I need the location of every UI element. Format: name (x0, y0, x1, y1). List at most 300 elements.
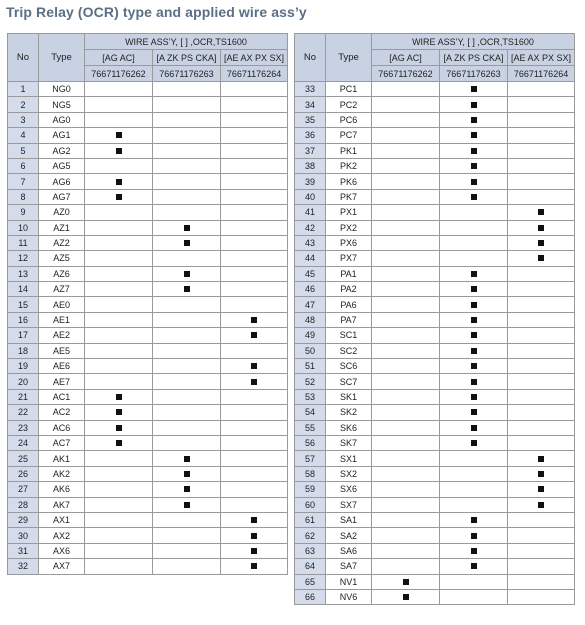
applied-marker-icon (471, 363, 477, 369)
wire-assy-cell (221, 528, 288, 543)
wire-assy-cell (508, 158, 575, 173)
wire-assy-cell (372, 220, 440, 235)
applied-marker-icon (184, 471, 190, 477)
wire-assy-cell (221, 251, 288, 266)
wire-assy-cell (508, 97, 575, 112)
relay-type: AZ2 (39, 235, 85, 250)
wire-assy-cell (221, 97, 288, 112)
relay-type: AX6 (39, 543, 85, 558)
relay-type: AE5 (39, 343, 85, 358)
wire-assy-cell (85, 420, 153, 435)
wire-assy-cell (153, 343, 221, 358)
table-row (8, 420, 288, 435)
wire-assy-cell (440, 405, 508, 420)
applied-marker-icon (251, 533, 257, 539)
wire-assy-cell (440, 574, 508, 589)
row-number: 35 (295, 112, 326, 127)
relay-type: AZ7 (39, 282, 85, 297)
row-number: 45 (295, 266, 326, 281)
table-row (295, 189, 575, 204)
wire-assy-cell (153, 512, 221, 527)
row-number: 37 (295, 143, 326, 158)
wire-assy-cell (508, 112, 575, 127)
relay-type: AE1 (39, 312, 85, 327)
wire-assy-cell (85, 189, 153, 204)
table-row (295, 451, 575, 466)
wire-assy-cell (85, 266, 153, 281)
wire-assy-cell (440, 143, 508, 158)
wire-assy-cell (221, 282, 288, 297)
wire-assy-cell (85, 205, 153, 220)
table-row (295, 205, 575, 220)
row-number: 24 (8, 435, 39, 450)
row-number: 20 (8, 374, 39, 389)
applied-marker-icon (538, 502, 544, 508)
wire-assy-cell (372, 435, 440, 450)
wire-assy-cell (440, 174, 508, 189)
applied-marker-icon (471, 548, 477, 554)
relay-type: SC7 (326, 374, 372, 389)
row-number: 52 (295, 374, 326, 389)
wire-assy-cell (508, 405, 575, 420)
wire-assy-cell (440, 420, 508, 435)
wire-assy-cell (85, 497, 153, 512)
row-number: 36 (295, 128, 326, 143)
wire-assy-cell (508, 574, 575, 589)
table-row (295, 543, 575, 558)
wire-assy-cell (153, 312, 221, 327)
wire-assy-cell (440, 451, 508, 466)
table-row (295, 559, 575, 574)
wire-assy-cell (372, 482, 440, 497)
table-row (8, 405, 288, 420)
wire-assy-cell (440, 589, 508, 604)
relay-type: SK2 (326, 405, 372, 420)
relay-type: AE6 (39, 359, 85, 374)
header-type: Type (39, 34, 85, 82)
relay-type: AK6 (39, 482, 85, 497)
applied-marker-icon (471, 379, 477, 385)
relay-type: PA7 (326, 312, 372, 327)
row-number: 60 (295, 497, 326, 512)
relay-type: NV6 (326, 589, 372, 604)
table-row (295, 235, 575, 250)
wire-assy-cell (85, 528, 153, 543)
wire-assy-cell (153, 435, 221, 450)
row-number: 25 (8, 451, 39, 466)
wire-assy-cell (508, 420, 575, 435)
wire-assy-cell (372, 574, 440, 589)
table-row (8, 512, 288, 527)
table-row (8, 189, 288, 204)
header-code-2: 76671176263 (153, 66, 221, 82)
wire-assy-cell (221, 405, 288, 420)
wire-assy-cell (85, 112, 153, 127)
table-row (295, 528, 575, 543)
wire-assy-cell (508, 359, 575, 374)
wire-assy-cell (153, 405, 221, 420)
header-col-ag-ac: [AG AC] (85, 50, 153, 66)
row-number: 9 (8, 205, 39, 220)
wire-assy-cell (440, 343, 508, 358)
table-row (295, 158, 575, 173)
wire-assy-cell (221, 543, 288, 558)
header-wire-assy-group: WIRE ASS’Y, [ ] ,OCR,TS1600 (372, 34, 575, 50)
row-number: 15 (8, 297, 39, 312)
wire-assy-cell (153, 497, 221, 512)
wire-assy-cell (440, 528, 508, 543)
applied-marker-icon (538, 471, 544, 477)
table-row (295, 297, 575, 312)
relay-type: AG2 (39, 143, 85, 158)
relay-type: PX6 (326, 235, 372, 250)
relay-type: SC1 (326, 328, 372, 343)
wire-assy-cell (372, 589, 440, 604)
header-code-3: 76671176264 (508, 66, 575, 82)
applied-marker-icon (538, 209, 544, 215)
relay-type: AC2 (39, 405, 85, 420)
row-number: 26 (8, 466, 39, 481)
header-type: Type (326, 34, 372, 82)
applied-marker-icon (471, 148, 477, 154)
table-row (8, 220, 288, 235)
page-title: Trip Relay (OCR) type and applied wire ass’y (6, 4, 307, 20)
wire-assy-cell (85, 482, 153, 497)
wire-assy-cell (440, 189, 508, 204)
table-row (8, 235, 288, 250)
applied-marker-icon (471, 317, 477, 323)
applied-marker-icon (471, 517, 477, 523)
wire-assy-cell (440, 543, 508, 558)
wire-assy-cell (440, 97, 508, 112)
wire-assy-cell (372, 389, 440, 404)
wire-assy-cell (372, 82, 440, 97)
table-row (8, 528, 288, 543)
applied-marker-icon (471, 102, 477, 108)
row-number: 10 (8, 220, 39, 235)
wire-assy-cell (508, 389, 575, 404)
applied-marker-icon (184, 240, 190, 246)
relay-type: AK2 (39, 466, 85, 481)
wire-assy-cell (85, 405, 153, 420)
row-number: 44 (295, 251, 326, 266)
wire-assy-cell (508, 528, 575, 543)
wire-assy-cell (221, 435, 288, 450)
row-number: 65 (295, 574, 326, 589)
applied-marker-icon (471, 425, 477, 431)
relay-type: SK7 (326, 435, 372, 450)
row-number: 21 (8, 389, 39, 404)
row-number: 14 (8, 282, 39, 297)
relay-type: PC2 (326, 97, 372, 112)
row-number: 8 (8, 189, 39, 204)
applied-marker-icon (538, 456, 544, 462)
wire-assy-cell (372, 205, 440, 220)
applied-marker-icon (471, 302, 477, 308)
table-row (8, 128, 288, 143)
row-number: 49 (295, 328, 326, 343)
wire-assy-cell (221, 559, 288, 574)
wire-assy-cell (221, 158, 288, 173)
table-row (8, 205, 288, 220)
wire-assy-cell (221, 482, 288, 497)
wire-assy-cell (85, 128, 153, 143)
wire-assy-cell (153, 559, 221, 574)
wire-assy-cell (508, 312, 575, 327)
wire-assy-cell (221, 297, 288, 312)
row-number: 29 (8, 512, 39, 527)
applied-marker-icon (471, 332, 477, 338)
row-number: 5 (8, 143, 39, 158)
header-no: No (8, 34, 39, 82)
wire-assy-cell (85, 328, 153, 343)
wire-assy-cell (153, 389, 221, 404)
applied-marker-icon (251, 317, 257, 323)
relay-type: SC2 (326, 343, 372, 358)
wire-assy-cell (153, 112, 221, 127)
wire-assy-cell (221, 497, 288, 512)
relay-type: NG5 (39, 97, 85, 112)
wire-assy-cell (85, 559, 153, 574)
wire-assy-cell (372, 158, 440, 173)
relay-type: PX7 (326, 251, 372, 266)
row-number: 56 (295, 435, 326, 450)
table-row (295, 374, 575, 389)
row-number: 17 (8, 328, 39, 343)
row-number: 53 (295, 389, 326, 404)
row-number: 48 (295, 312, 326, 327)
relay-type: AG6 (39, 174, 85, 189)
header-col-ae-ax-px-sx: [AE AX PX SX] (221, 50, 288, 66)
wire-assy-cell (153, 205, 221, 220)
row-number: 46 (295, 282, 326, 297)
relay-type: NV1 (326, 574, 372, 589)
relay-type: SX2 (326, 466, 372, 481)
row-number: 66 (295, 589, 326, 604)
wire-assy-cell (221, 112, 288, 127)
row-number: 38 (295, 158, 326, 173)
relay-type: SA6 (326, 543, 372, 558)
row-number: 47 (295, 297, 326, 312)
applied-marker-icon (403, 594, 409, 600)
row-number: 50 (295, 343, 326, 358)
wire-assy-cell (85, 343, 153, 358)
table-row (8, 451, 288, 466)
wire-assy-cell (372, 128, 440, 143)
relay-type: SA7 (326, 559, 372, 574)
row-number: 41 (295, 205, 326, 220)
wire-assy-cell (440, 466, 508, 481)
applied-marker-icon (116, 425, 122, 431)
table-row (295, 512, 575, 527)
applied-marker-icon (116, 148, 122, 154)
applied-marker-icon (471, 348, 477, 354)
wire-assy-cell (153, 466, 221, 481)
relay-type: SX6 (326, 482, 372, 497)
wire-assy-cell (440, 374, 508, 389)
applied-marker-icon (184, 456, 190, 462)
wire-assy-cell (153, 359, 221, 374)
wire-assy-cell (372, 420, 440, 435)
wire-assy-cell (153, 189, 221, 204)
wire-assy-cell (221, 420, 288, 435)
row-number: 31 (8, 543, 39, 558)
wire-assy-cell (85, 97, 153, 112)
relay-type: PA1 (326, 266, 372, 281)
row-number: 27 (8, 482, 39, 497)
wire-assy-cell (372, 497, 440, 512)
wire-assy-cell (508, 482, 575, 497)
wire-assy-cell (508, 451, 575, 466)
relay-type: AG1 (39, 128, 85, 143)
table-row (295, 82, 575, 97)
wire-assy-cell (372, 235, 440, 250)
table-row (8, 312, 288, 327)
applied-marker-icon (471, 163, 477, 169)
wire-assy-cell (440, 220, 508, 235)
row-number: 23 (8, 420, 39, 435)
wire-assy-cell (85, 220, 153, 235)
wire-assy-cell (440, 112, 508, 127)
wire-assy-cell (508, 374, 575, 389)
header-col-a-zk-ps-cka: [A ZK PS CKA] (440, 50, 508, 66)
row-number: 2 (8, 97, 39, 112)
header-no: No (295, 34, 326, 82)
wire-assy-cell (221, 359, 288, 374)
wire-assy-cell (85, 389, 153, 404)
wire-assy-cell (221, 220, 288, 235)
relay-type: AG0 (39, 112, 85, 127)
relay-type: PC7 (326, 128, 372, 143)
wire-assy-cell (153, 328, 221, 343)
wire-assy-cell (85, 435, 153, 450)
applied-marker-icon (471, 86, 477, 92)
wire-assy-cell (85, 158, 153, 173)
table-row (295, 435, 575, 450)
wire-assy-cell (440, 328, 508, 343)
relay-type: PK6 (326, 174, 372, 189)
relay-type: AG5 (39, 158, 85, 173)
wire-assy-cell (440, 205, 508, 220)
wire-assy-cell (508, 497, 575, 512)
relay-type: AZ5 (39, 251, 85, 266)
relay-type: AK1 (39, 451, 85, 466)
row-number: 32 (8, 559, 39, 574)
wire-assy-cell (221, 205, 288, 220)
table-row (295, 128, 575, 143)
wire-assy-cell (85, 451, 153, 466)
relay-type: AZ1 (39, 220, 85, 235)
wire-assy-cell (372, 328, 440, 343)
wire-assy-cell (221, 466, 288, 481)
wire-assy-cell (221, 312, 288, 327)
applied-marker-icon (184, 286, 190, 292)
relay-type: SA1 (326, 512, 372, 527)
applied-marker-icon (471, 271, 477, 277)
table-row (8, 343, 288, 358)
wire-assy-cell (153, 220, 221, 235)
wire-assy-cell (85, 543, 153, 558)
header-col-ag-ac: [AG AC] (372, 50, 440, 66)
table-row (295, 497, 575, 512)
wire-assy-cell (153, 282, 221, 297)
row-number: 63 (295, 543, 326, 558)
table-row (295, 328, 575, 343)
wire-assy-cell (221, 328, 288, 343)
wire-assy-cell (372, 266, 440, 281)
wire-assy-cell (372, 343, 440, 358)
row-number: 42 (295, 220, 326, 235)
wire-assy-cell (221, 189, 288, 204)
applied-marker-icon (116, 132, 122, 138)
wire-assy-cell (372, 97, 440, 112)
wire-assy-cell (440, 128, 508, 143)
applied-marker-icon (538, 240, 544, 246)
wire-assy-cell (221, 235, 288, 250)
applied-marker-icon (251, 363, 257, 369)
table-row (8, 435, 288, 450)
row-number: 33 (295, 82, 326, 97)
wire-assy-cell (372, 251, 440, 266)
table-row (295, 282, 575, 297)
wire-assy-cell (508, 297, 575, 312)
wire-assy-cell (372, 559, 440, 574)
relay-type: SK6 (326, 420, 372, 435)
row-number: 58 (295, 466, 326, 481)
relay-type: SA2 (326, 528, 372, 543)
table-row (8, 174, 288, 189)
row-number: 12 (8, 251, 39, 266)
wire-assy-cell (508, 235, 575, 250)
row-number: 28 (8, 497, 39, 512)
wire-assy-cell (221, 266, 288, 281)
wire-assy-cell (153, 420, 221, 435)
wire-assy-cell (440, 482, 508, 497)
relay-type: PX1 (326, 205, 372, 220)
applied-marker-icon (184, 225, 190, 231)
wire-assy-cell (153, 128, 221, 143)
wire-assy-cell (508, 220, 575, 235)
table-row (295, 97, 575, 112)
wire-assy-cell (508, 205, 575, 220)
row-number: 30 (8, 528, 39, 543)
applied-marker-icon (116, 194, 122, 200)
relay-type: SK1 (326, 389, 372, 404)
wire-assy-cell (440, 251, 508, 266)
applied-marker-icon (116, 409, 122, 415)
row-number: 4 (8, 128, 39, 143)
applied-marker-icon (184, 271, 190, 277)
row-number: 39 (295, 174, 326, 189)
relay-type: PX2 (326, 220, 372, 235)
wire-assy-cell (440, 312, 508, 327)
wire-assy-cell (440, 435, 508, 450)
wire-assy-cell (221, 451, 288, 466)
wire-assy-cell (372, 174, 440, 189)
wire-assy-cell (372, 312, 440, 327)
wire-assy-table-left (7, 33, 288, 575)
row-number: 11 (8, 235, 39, 250)
wire-assy-cell (440, 158, 508, 173)
wire-assy-cell (153, 174, 221, 189)
header-code-1: 76671176262 (372, 66, 440, 82)
relay-type: AC7 (39, 435, 85, 450)
applied-marker-icon (184, 502, 190, 508)
relay-type: PA6 (326, 297, 372, 312)
wire-assy-cell (372, 282, 440, 297)
table-row (8, 543, 288, 558)
applied-marker-icon (471, 179, 477, 185)
